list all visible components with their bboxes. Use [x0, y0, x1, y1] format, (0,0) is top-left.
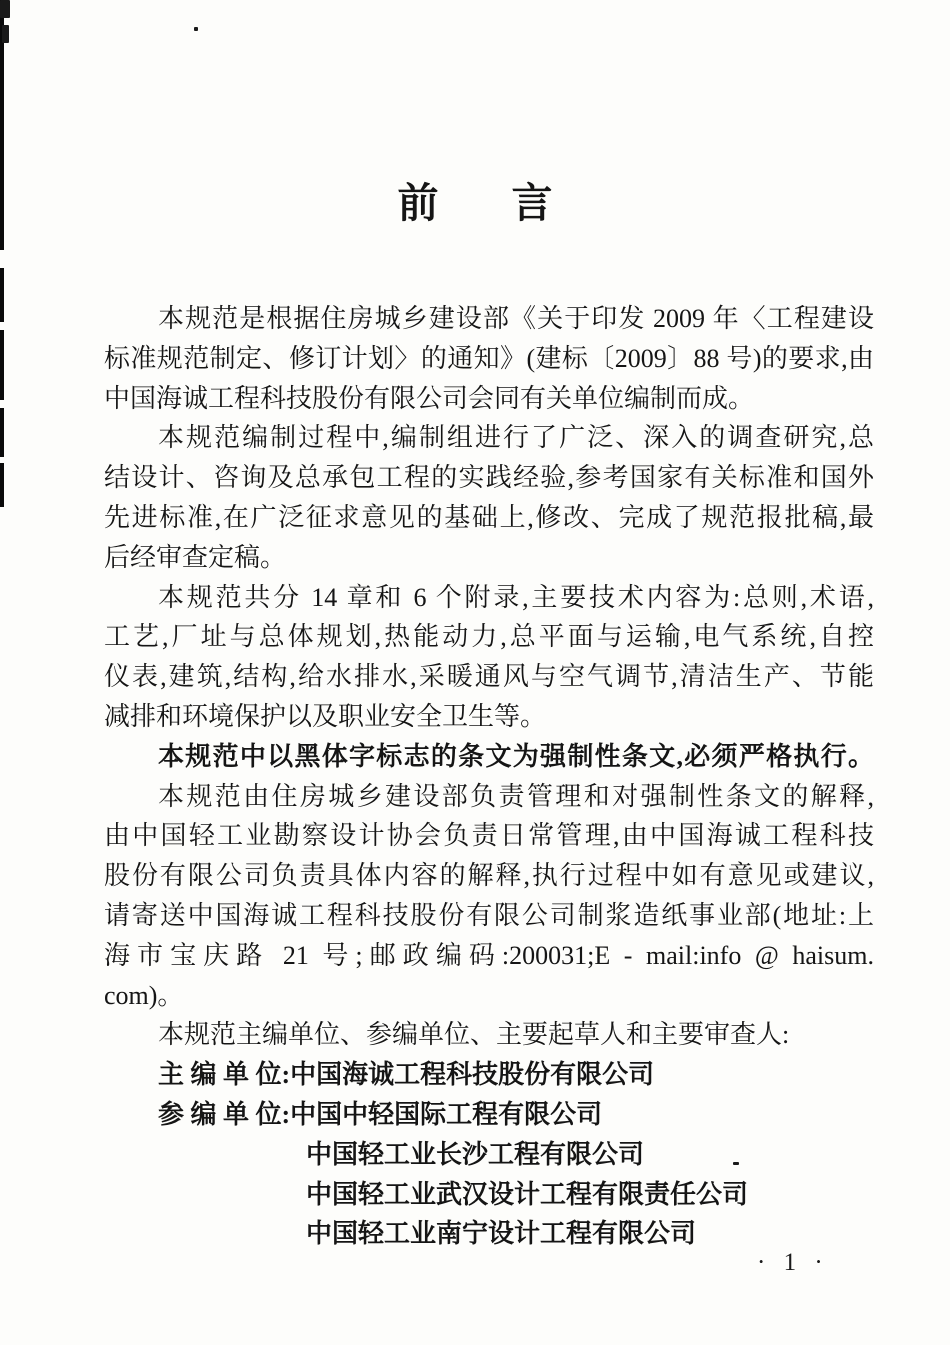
scan-artifact-speck	[0, 0, 10, 18]
text-line: 主 编 单 位:中国海诚工程科技股份有限公司	[158, 1060, 655, 1090]
text-line: 后经审查定稿。	[104, 542, 287, 572]
text-line: 中国轻工业长沙工程有限公司	[306, 1139, 645, 1169]
text-line: 仪表,建筑,结构,给水排水,采暖通风与空气调节,清洁生产、节能	[104, 662, 874, 692]
text-line: 工艺,厂址与总体规划,热能动力,总平面与运输,电气系统,自控	[104, 622, 874, 652]
text-line: 请寄送中国海诚工程科技股份有限公司制浆造纸事业部(地址:上	[104, 900, 874, 930]
text-line: 结设计、咨询及总承包工程的实践经验,参考国家有关标准和国外	[104, 463, 874, 493]
text-line: 参 编 单 位:中国中轻国际工程有限公司	[158, 1099, 603, 1129]
text-line: 股份有限公司负责具体内容的解释,执行过程中如有意见或建议,	[104, 861, 874, 891]
text-line: 减排和环境保护以及职业安全卫生等。	[104, 701, 547, 731]
text-line: 本规范编制过程中,编制组进行了广泛、深入的调查研究,总	[158, 423, 874, 453]
text-line: 由中国轻工业勘察设计协会负责日常管理,由中国海诚工程科技	[104, 821, 874, 851]
scan-artifact-edge-bar	[0, 268, 4, 322]
text-line: 先进标准,在广泛征求意见的基础上,修改、完成了规范报批稿,最	[104, 502, 874, 532]
text-line: 本规范主编单位、参编单位、主要起草人和主要审查人:	[158, 1020, 790, 1050]
text-line: 中国轻工业南宁设计工程有限公司	[306, 1219, 697, 1249]
scan-artifact-edge-bar	[0, 408, 4, 457]
page-number: · 1 ·	[757, 1249, 829, 1276]
page-title-char: 前	[397, 180, 439, 226]
page-title-char: 言	[511, 180, 553, 226]
text-line: com)。	[104, 980, 184, 1010]
text-line: 中国海诚工程科技股份有限公司会同有关单位编制而成。	[104, 383, 755, 413]
text-line: 本规范是根据住房城乡建设部《关于印发 2009 年〈工程建设	[158, 304, 874, 333]
text-line: 本规范共分 14 章和 6 个附录,主要技术内容为:总则,术语,	[158, 582, 874, 612]
page-title	[0, 181, 950, 225]
text-line: 标准规范制定、修订计划〉的通知》(建标〔2009〕88 号)的要求,由	[104, 343, 874, 373]
text-line: 本规范由住房城乡建设部负责管理和对强制性条文的解释,	[158, 781, 874, 811]
text-line: 中国轻工业武汉设计工程有限责任公司	[306, 1179, 749, 1209]
scan-artifact-edge-bar	[0, 330, 4, 400]
scan-artifact-speck	[194, 27, 198, 31]
text-line: 本规范中以黑体字标志的条文为强制性条文,必须严格执行。	[158, 741, 874, 771]
scan-artifact-speck	[2, 25, 9, 43]
scan-artifact-edge-bar	[0, 463, 4, 507]
foreword-body	[104, 299, 874, 1254]
text-line: 海市宝庆路 21 号;邮政编码:200031;E - mail:info @ haisum.	[104, 940, 874, 970]
